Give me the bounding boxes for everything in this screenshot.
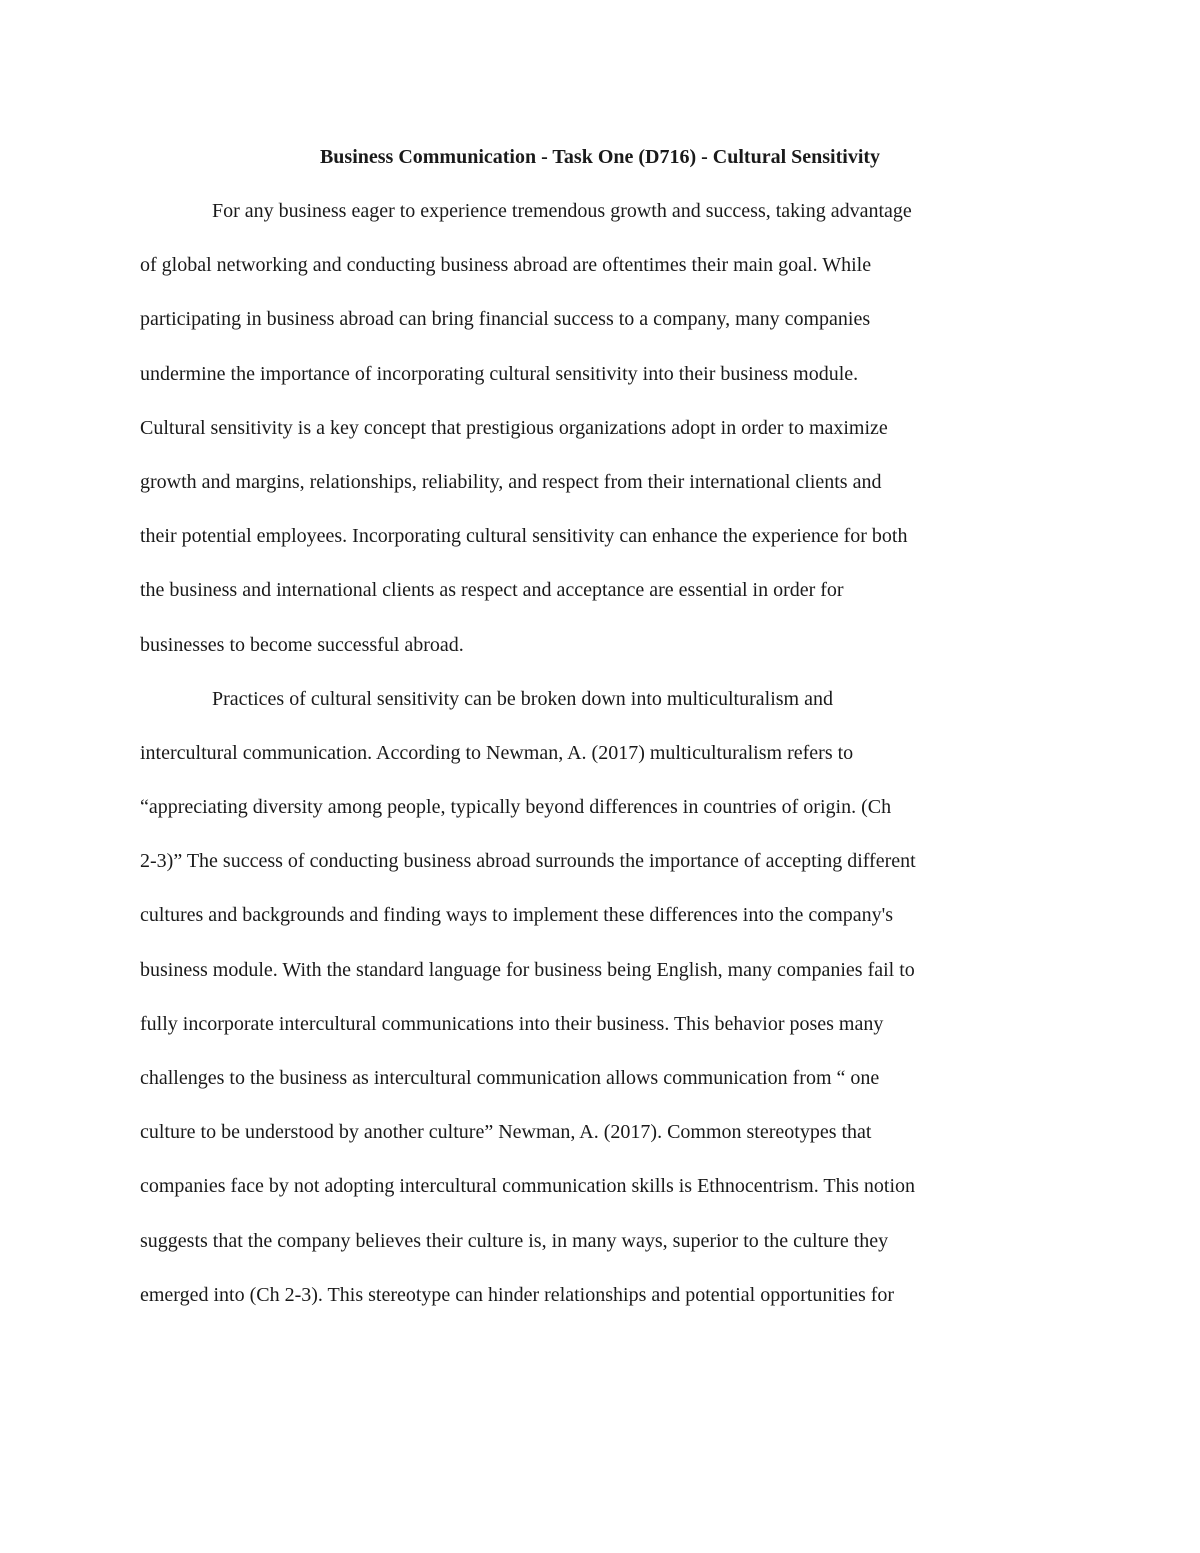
- paragraph-line: the business and international clients as respect and acceptance are essential in order for: [140, 579, 844, 602]
- paragraph-line: Cultural sensitivity is a key concept that prestigious organizations adopt in order to maximize: [140, 416, 888, 439]
- paragraph-line: cultures and backgrounds and finding ways to implement these differences into the company's: [140, 904, 894, 927]
- document-title: Business Communication - Task One (D716) - Cultural Sensitivity: [319, 146, 881, 168]
- paragraph-line: culture to be understood by another culture” Newman, A. (2017). Common stereotypes that: [140, 1121, 872, 1144]
- paragraph-line: challenges to the business as intercultural communication allows communication from “ one: [140, 1067, 880, 1089]
- paragraph-line: undermine the importance of incorporating cultural sensitivity into their business module.: [140, 362, 859, 385]
- paragraph-line: of global networking and conducting business abroad are oftentimes their main goal. While: [140, 254, 872, 277]
- paragraph-line: emerged into (Ch 2-3). This stereotype can hinder relationships and potential opportunities for: [140, 1283, 895, 1306]
- document-body: [140, 130, 1060, 1322]
- paragraph-line: intercultural communication. According to Newman, A. (2017) multiculturalism refers to: [140, 741, 854, 764]
- paragraph-line: 2-3)” The success of conducting business abroad surrounds the importance of accepting different: [140, 850, 916, 873]
- paragraph-line: Practices of cultural sensitivity can be broken down into multiculturalism and: [212, 687, 833, 710]
- paragraph-line: business module. With the standard language for business being English, many companies fail to: [140, 958, 915, 981]
- paragraph-line: suggests that the company believes their culture is, in many ways, superior to the culture they: [140, 1229, 889, 1252]
- paragraph-line: growth and margins, relationships, reliability, and respect from their international clients and: [140, 470, 882, 493]
- paragraph-line: participating in business abroad can bring financial success to a company, many companies: [140, 308, 871, 331]
- paragraph-1: [140, 184, 1060, 672]
- paragraph-2: [140, 672, 1060, 1322]
- paragraph-line: For any business eager to experience tremendous growth and success, taking advantage: [212, 200, 912, 222]
- paragraph-line: businesses to become successful abroad.: [140, 633, 464, 656]
- paragraph-line: their potential employees. Incorporating cultural sensitivity can enhance the experience for both: [140, 525, 908, 548]
- paragraph-line: fully incorporate intercultural communications into their business. This behavior poses many: [140, 1012, 884, 1035]
- paragraph-line: “appreciating diversity among people, typically beyond differences in countries of origin. (Ch: [140, 796, 892, 819]
- paragraph-line: companies face by not adopting intercultural communication skills is Ethnocentrism. This notion: [140, 1175, 916, 1198]
